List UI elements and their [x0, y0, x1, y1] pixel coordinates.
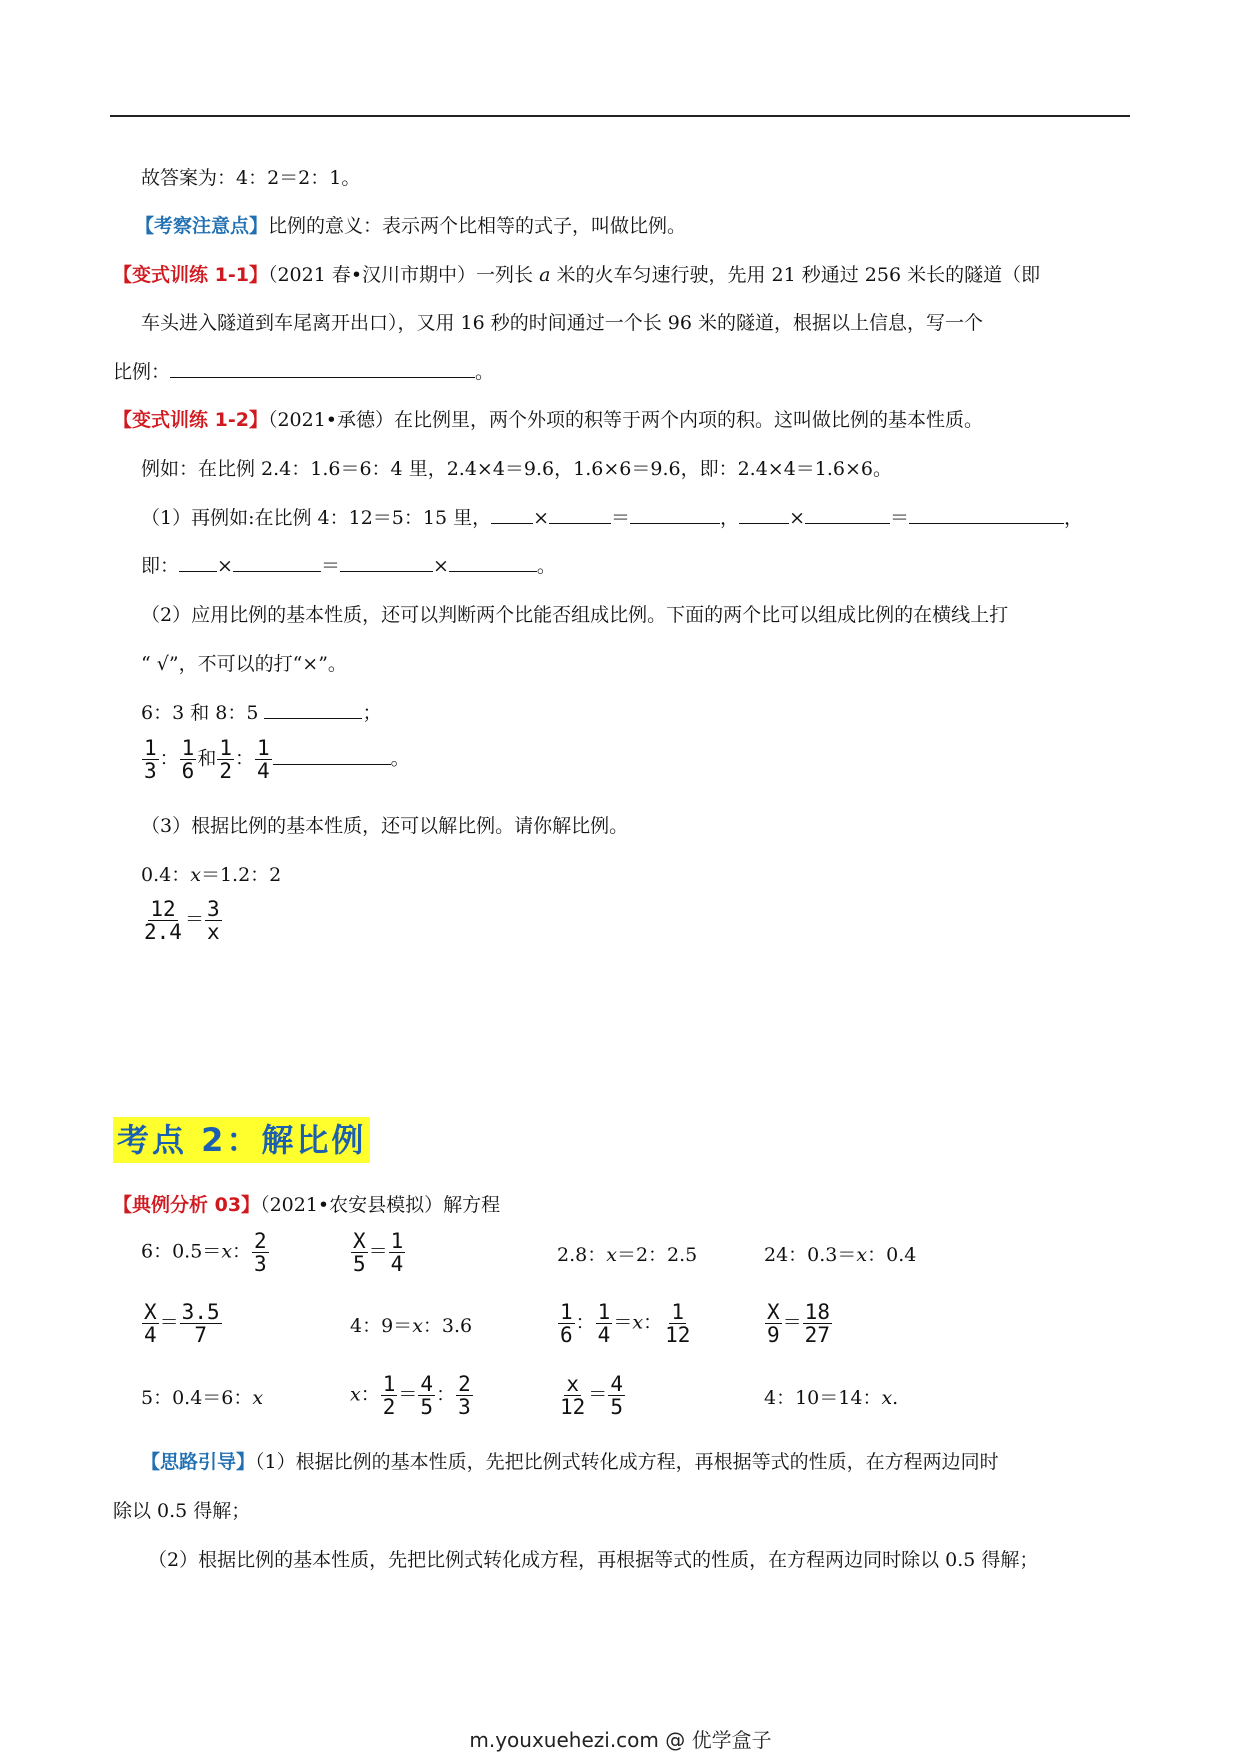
equation-11: [557, 1373, 626, 1418]
equation-4: [764, 1240, 916, 1267]
sl-line3: （2）根据比例的基本性质，先把比例式转化成方程，再根据等式的性质，在方程两边同时除以 0.5 得解；: [148, 1549, 1039, 1571]
footer-watermark: m.youxuehezi.com @ 优学盒子: [469, 1728, 772, 1752]
q3-item-b: [141, 898, 223, 943]
fraction: $\frac{1}{4}$: [390, 1229, 404, 1277]
q1-ji-line: [141, 551, 556, 578]
q1-blank-8[interactable]: [233, 553, 321, 572]
fraction: $\frac{1}{12}$: [665, 1300, 691, 1348]
q1-blank-1[interactable]: [491, 505, 533, 524]
ex11-line1: [113, 260, 1040, 287]
sl-line2: 除以 0.5 得解；: [113, 1500, 251, 1522]
q3-line: （3）根据比例的基本性质，还可以解比例。请你解比例。: [141, 815, 629, 837]
q1-blank-6[interactable]: [909, 505, 1064, 524]
q1-blank-4[interactable]: [739, 505, 789, 524]
q2-line2: “ √”，不可以的打“×”。: [141, 653, 347, 675]
note-paragraph: [135, 211, 686, 238]
ex11-text-b: 米的火车匀速行驶，先用 21 秒通过 256 米长的隧道（即: [556, 264, 1041, 286]
equals-sign: ＝: [184, 908, 204, 931]
eq-text: ＝2：2.5: [616, 1244, 698, 1266]
fraction: $\frac{3.5}{7}$: [181, 1300, 220, 1348]
times-sign: ×: [533, 507, 550, 529]
eq-text: 5：0.4＝6：: [141, 1387, 253, 1409]
header-rule: [110, 115, 1130, 117]
note-text: 比例的意义：表示两个比相等的式子，叫做比例。: [268, 215, 687, 237]
dl-text: （2021•农安县模拟）解方程: [260, 1194, 501, 1216]
fraction: $\frac{3}{x}$: [206, 897, 220, 945]
equation-6: [350, 1311, 472, 1338]
ex12-tag: 【变式训练 1-2】: [113, 409, 268, 431]
q3-a-right: ＝1.2：2: [200, 864, 282, 886]
ex11-line2: 车头进入隧道到车尾离开出口），又用 16 秒的时间通过一个长 96 米的隧道，根据以上信息，写一个: [141, 312, 984, 334]
equals-sign: ＝: [611, 507, 631, 529]
colon: ：: [360, 1383, 380, 1406]
var-x: x: [856, 1244, 868, 1266]
equation-1: [141, 1230, 270, 1275]
q2-b-blank[interactable]: [273, 746, 391, 765]
sl-line1: [141, 1447, 999, 1474]
fraction: $\frac{2}{3}$: [458, 1372, 471, 1420]
q2-a-blank[interactable]: [264, 700, 362, 719]
var-x: x: [606, 1244, 617, 1266]
comma: ，: [1064, 507, 1084, 529]
fraction: $\frac{1}{6}$: [560, 1300, 573, 1348]
fraction: $\frac{X}{5}$: [353, 1229, 366, 1277]
ex11-prompt: 比例：: [113, 361, 171, 383]
fraction: $\frac{1}{3}$: [144, 736, 157, 784]
equation-9: [141, 1383, 263, 1410]
ex11-line3: [113, 357, 494, 384]
equals-sign: ＝: [398, 1383, 418, 1406]
q1-line: [141, 503, 1083, 530]
sl-text1: （1）根据比例的基本性质，先把比例式转化成方程，再根据等式的性质，在方程两边同时: [255, 1451, 999, 1473]
equation-8: [764, 1301, 833, 1346]
colon: ：: [232, 1240, 252, 1263]
equation-12: [764, 1383, 898, 1410]
ex11-answer-blank[interactable]: [170, 359, 475, 378]
ex12-example: 例如：在比例 2.4：1.6＝6：4 里，2.4×4＝9.6，1.6×6＝9.6，即：2.4×4＝1.6×6。: [141, 458, 893, 480]
colon: ：: [235, 747, 255, 770]
times-sign: ×: [432, 555, 449, 577]
times-sign: ×: [789, 507, 805, 529]
ex11-tag: 【变式训练 1-1】: [113, 264, 268, 286]
section-heading: 考点 2：解比例: [113, 1117, 370, 1163]
equation-7: [557, 1301, 693, 1346]
equals-sign: ＝: [588, 1383, 608, 1406]
var-x: x: [412, 1315, 423, 1337]
fraction: $\frac{12}{2.4}$: [144, 897, 182, 945]
equals-sign: ＝: [320, 555, 340, 577]
fraction: $\frac{1}{6}$: [181, 736, 195, 784]
fraction: $\frac{4}{5}$: [420, 1372, 434, 1420]
equals-sign: ＝: [889, 507, 909, 529]
q1-text: （1）再例如:在比例 4：12＝5：15 里，: [141, 507, 492, 529]
fraction: $\frac{1}{4}$: [257, 736, 270, 784]
fraction: $\frac{18}{27}$: [804, 1300, 830, 1348]
colon: ：: [575, 1311, 595, 1334]
equation-10: [350, 1373, 474, 1418]
var-x: x: [190, 864, 201, 886]
q1-blank-9[interactable]: [340, 553, 433, 572]
eq-end: .: [892, 1387, 899, 1409]
q1-ji: 即：: [141, 555, 180, 577]
period: 。: [536, 555, 556, 577]
var-x: x: [881, 1387, 893, 1409]
equals-sign: ＝: [368, 1240, 388, 1263]
colon: ：: [436, 1383, 456, 1406]
equals-sign: ＝: [782, 1311, 802, 1334]
note-tag: 【考察注意点】: [135, 215, 269, 237]
var-x: x: [350, 1383, 361, 1406]
comma: ，: [720, 507, 740, 529]
ex12-text: （2021•承德）在比例里，两个外项的积等于两个内项的积。这叫做比例的基本性质。: [267, 409, 984, 431]
q1-blank-5[interactable]: [805, 505, 890, 524]
times-sign: ×: [217, 555, 233, 577]
fraction: $\frac{1}{2}$: [382, 1372, 396, 1420]
equation-5: [141, 1301, 223, 1346]
eq-text: ：3.6: [422, 1315, 473, 1337]
var-x: x: [632, 1311, 644, 1334]
and-word: 和: [197, 747, 217, 770]
q1-blank-7[interactable]: [179, 553, 217, 572]
q2-a-text: 6：3 和 8：5: [141, 702, 259, 724]
ex11-text-a: （2021 春•汉川市期中）一列长: [267, 264, 534, 286]
eq-text: 6：0.5＝: [141, 1240, 222, 1263]
equals-sign: ＝: [159, 1311, 179, 1334]
eq-text: 4：10＝14：: [764, 1387, 882, 1409]
fraction: $\frac{1}{4}$: [597, 1300, 611, 1348]
fraction: $\frac{4}{5}$: [610, 1372, 623, 1420]
q2-line1: （2）应用比例的基本性质，还可以判断两个比能否组成比例。下面的两个比可以组成比例的在横线上打: [141, 604, 1009, 626]
sl-tag: 【思路引导】: [141, 1451, 256, 1473]
equals-sign: ＝: [613, 1311, 633, 1334]
fraction: $\frac{1}{2}$: [219, 736, 232, 784]
period: 。: [390, 747, 410, 770]
q2-item-a: [141, 698, 382, 725]
var-x: x: [221, 1240, 233, 1263]
dl-tag: 【典例分析 03】: [113, 1194, 261, 1216]
ex11-period: 。: [475, 361, 495, 383]
q1-blank-3[interactable]: [630, 505, 720, 524]
fraction: $\frac{X}{9}$: [767, 1300, 780, 1348]
eq-text: 2.8：: [557, 1244, 607, 1266]
equation-3: [557, 1240, 697, 1267]
q1-blank-2[interactable]: [549, 505, 611, 524]
q1-blank-10[interactable]: [449, 553, 537, 572]
fraction: $\frac{X}{4}$: [144, 1300, 157, 1348]
ex12-line1: [113, 405, 983, 432]
ex11-var: a: [539, 264, 551, 286]
eq-text: 4：9＝: [350, 1315, 413, 1337]
answer-line: 故答案为：4：2＝2：1。: [141, 167, 361, 189]
colon: ：: [159, 747, 179, 770]
eq-text: 24：0.3＝: [764, 1244, 857, 1266]
equation-2: [350, 1230, 406, 1275]
dl-line: [113, 1190, 500, 1217]
eq-text: ：0.4: [867, 1244, 917, 1266]
q3-item-a: [141, 860, 281, 887]
colon: ：: [643, 1311, 663, 1334]
var-x: x: [252, 1387, 264, 1409]
fraction: $\frac{x}{12}$: [560, 1372, 586, 1420]
fraction: $\frac{2}{3}$: [254, 1229, 267, 1277]
q3-a-left: 0.4：: [141, 864, 191, 886]
q2-item-b: [141, 737, 410, 782]
semicolon: ；: [362, 702, 382, 724]
